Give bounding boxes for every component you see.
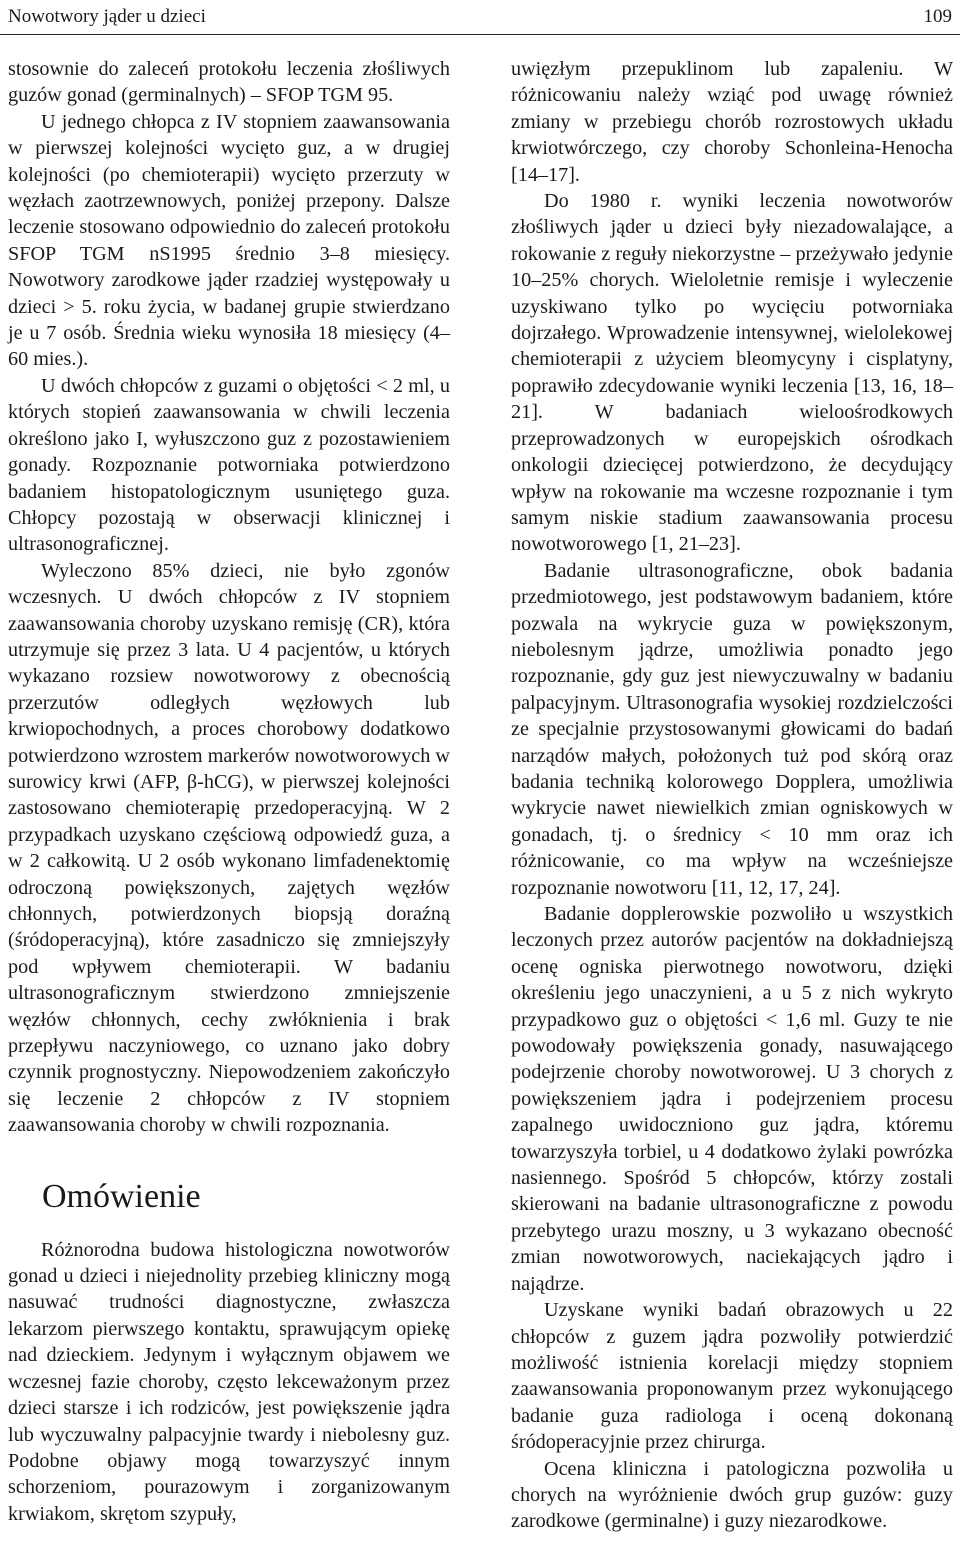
paragraph: Ocena kliniczna i patologiczna pozwoliła u chorych na wyróżnienie dwóch grup guzów: guzy zarodkowe (germinalne) i guzy niezarodkowe. xyxy=(511,1457,953,1533)
paragraph: Badanie ultrasonograficzne, obok badania przedmiotowego, jest podstawowym badaniem, które pozwala na wykrycie guza w powiększonym, niebolesnym jądrze, umożliwia ponadto jego rozpoznanie, gdy guz jest niewyczuwalny w badaniu palpacyjnym. Ultrasonografia wysokiej rozdzielczości ze specjalnie przystosowanymi głowicami do badań narządów małych, położonych tuż pod skórą oraz badania techniką kolorowego Dopplera, umożliwia wykrycie nawet niewielkich zmian ogniskowych w gonadach, tj. o średnicy < 10 mm oraz ich różnicowanie, co ma wpływ na wcześniejsze rozpoznanie nowotworu [11, 12, 17, 24]. xyxy=(511,559,953,899)
paragraph: Uzyskane wyniki badań obrazowych u 22 chłopców z guzem jądra pozwoliły potwierdzić możliwość istnienia korelacji między stopniem zaawansowania proponowanym przez wykonującego badanie guza radiologa i oceną dokonaną śródoperacyjnie przez chirurga. xyxy=(511,1299,953,1454)
paragraph: U jednego chłopca z IV stopniem zaawansowania w pierwszej kolejności wycięto guz, a w drugiej kolejności (po chemioterapii) wycięto przerzuty w węzłach zaotrzewnowych, poniżej przepony. Dalsze leczenie stosowano odpowiednio do zaleceń protokołu SFOP TGM nS1995 średnio 3–8 miesięcy. Nowotwory zarodkowe jąder rzadziej występowały u dzieci > 5. roku życia, w badanej grupie stwierdzano je u 7 osób. Średnia wieku wynosiła 18 miesięcy (4–60 mies.). xyxy=(8,110,450,371)
left-column xyxy=(8,56,450,1527)
paragraph: Do 1980 r. wyniki leczenia nowotworów złośliwych jąder u dzieci były niezadowalające, a rokowanie z reguły niekorzystne – przeżywało jedynie 10–25% chorych. Wieloletnie remisje i wyleczenie uzyskiwano tylko po wycięciu potworniaka dojrzałego. Wprowadzenie intensywnej, wielolekowej chemioterapii z użyciem bleomycyny i cisplatyny, poprawiło zdecydowanie wyniki leczenia [13, 16, 18–21]. W badaniach wieloośrodkowych przeprowadzonych w europejskich ośrodkach onkologii dziecięcej potwierdzono, że decydujący wpływ na rokowanie ma wczesne rozpoznanie i tym samym niskie stadium zaawansowania procesu nowotworowego [1, 21–23]. xyxy=(511,190,953,556)
right-column xyxy=(511,56,953,1535)
paragraph: Badanie dopplerowskie pozwoliło u wszystkich leczonych przez autorów pacjentów na dokładniejszą ocenę ogniska pierwotnego nowotworu, dzięki określeniu jego unaczynieni, a u 5 z nich wykryto przypadkowo guz o objętości < 1,6 ml. Guzy te nie powodowały powiększenia gonady, nasuwającego podejrzenie choroby nowotworowej. U 3 chorych z powiększeniem jądra i podejrzeniem procesu zapalnego uwidoczniono guz jądra, któremu towarzyszyła torbiel, u 4 dodatkowo żylaki powrózka nasiennego. Spośród 5 chłopców, którzy zostali skierowani na badanie ultrasonograficzne z powodu przebytego urazu moszny, u 3 wykazano obecność zmian nowotworowych, naciekających jądro i najądrze. xyxy=(511,903,953,1295)
paragraph: U dwóch chłopców z guzami o objętości < 2 ml, u których stopień zaawansowania w chwili leczenia określono jako I, wyłuszczono guz z pozostawieniem gonady. Rozpoznanie potworniaka potwierdzono badaniem histopatologicznym usuniętego guza. Chłopcy pozostają w obserwacji klinicznej i ultrasonograficznej. xyxy=(8,374,450,556)
page-number: 109 xyxy=(923,5,952,27)
paragraph: stosownie do zaleceń protokołu leczenia złośliwych guzów gonad (germinalnych) – SFOP TGM 95. xyxy=(8,58,450,107)
paragraph: Różnorodna budowa histologiczna nowotworów gonad u dzieci i niejednolity przebieg kliniczny mogą nasuwać trudności diagnostyczne, zwłaszcza lekarzom pierwszego kontaktu, sprawującym opiekę nad dzieckiem. Jedynym i wyłącznym objawem we wczesnej fazie choroby, często lekceważonym przez dzieci starsze i ich rodziców, jest powiększenie jądra lub wyczuwalny palpacyjnie twardy i niebolesny guz. Podobne objawy mogą towarzyszyć innym schorzeniom, pourazowym i zorganizowanym krwiakom, skrętom szypuły, xyxy=(8,1238,450,1525)
section-heading: Omówienie xyxy=(42,1177,201,1215)
page-header xyxy=(8,0,952,32)
header-rule xyxy=(0,34,960,35)
paragraph: uwięzłym przepuklinom lub zapaleniu. W różnicowaniu należy wziąć pod uwagę również zmiany w przebiegu chorób rozrostowych układu krwiotwórczego, czy choroby Schonleina-Henocha [14–17]. xyxy=(511,58,953,186)
paragraph: Wyleczono 85% dzieci, nie było zgonów wczesnych. U dwóch chłopców z IV stopniem zaawansowania choroby uzyskano remisję (CR), która utrzymuje się przez 3 lata. U 4 pacjentów, u których wykazano rozsiew nowotworowy z obecnością przerzutów odległych węzłowych lub krwiopochodnych, a proces chorobowy dodatkowo potwierdzono wzrostem markerów nowotworowych w surowicy krwi (AFP, β-hCG), w pierwszej kolejności zastosowano chemioterapię przedoperacyjną. W 2 przypadkach uzyskano częściową odpowiedź guza, a w 2 całkowitą. U 2 osób wykonano limfadenektomię odroczoną powiększonych, zajętych węzłów chłonnych, potwierdzonych biopsją doraźną (śródoperacyjną), które zasadniczo się zmniejszyły pod wpływem chemioterapii. W badaniu ultrasonograficznym stwierdzono zmniejszenie węzłów chłonnych, cechy zwłóknienia i brak przepływu naczyniowego, co uznano jako dobry czynnik prognostyczny. Niepowodzeniem zakończyło się leczenie 2 chłopców z IV stopniem zaawansowania choroby w chwili rozpoznania. xyxy=(8,559,450,1137)
running-title: Nowotwory jąder u dzieci xyxy=(8,5,206,27)
